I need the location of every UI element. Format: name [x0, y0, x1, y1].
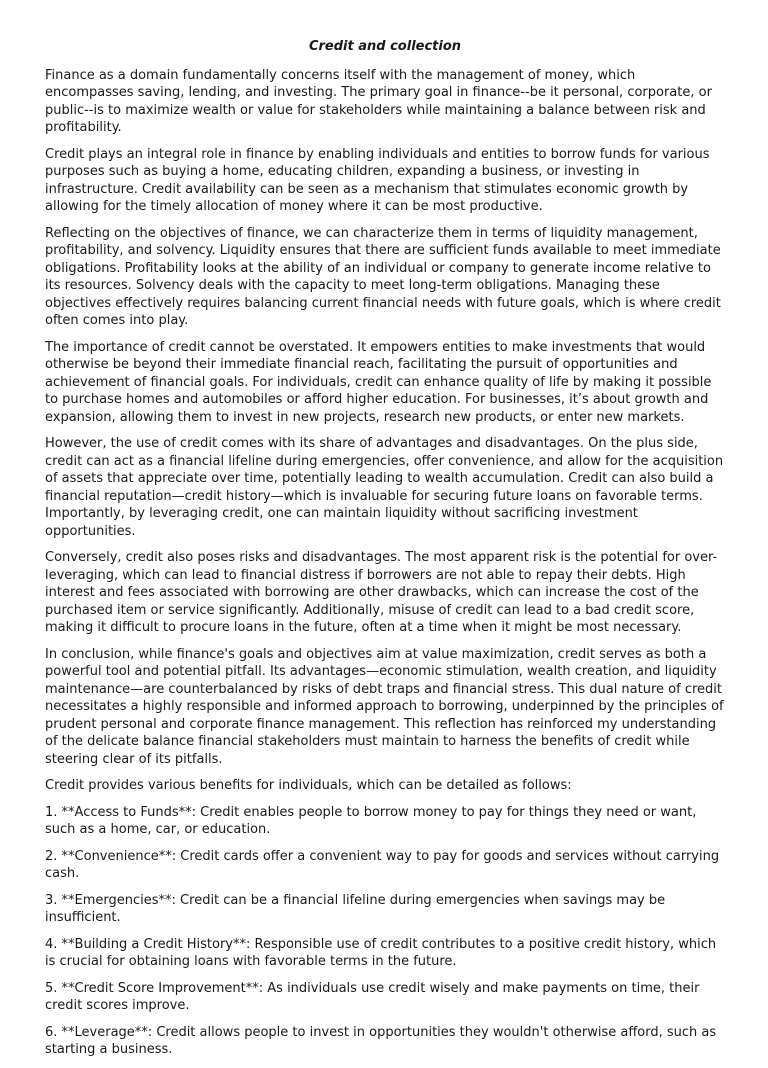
paragraph-credit-role: Credit plays an integral role in finance by enabling individuals and entities to borrow funds for various purposes such as buying a home, educating children, expanding a business, or investing in infrastructure. Credit availability can be seen as a mechanism that stimulates economic growth by allowing for the timely allocation of money where it can be most productive. — [45, 146, 710, 214]
list-item: 2. **Convenience**: Credit cards offer a convenient way to pay for goods and services without carrying cash. — [45, 848, 720, 881]
paragraph-credit-disadvantages: Conversely, credit also poses risks and disadvantages. The most apparent risk is the potential for over-leveraging, which can lead to financial distress if borrowers are not able to repay their debts. High interest and fees associated with borrowing are other drawbacks, which can increase the cost of the purchased item or service significantly. Additionally, misuse of credit can lead to a bad credit score, making it difficult to procure loans in the future, often at a time when it might be most necessary. — [45, 550, 718, 635]
document-title: Credit and collection — [308, 39, 462, 54]
list-item: 6. **Leverage**: Credit allows people to invest in opportunities they wouldn't otherwise afford, such as starting a business. — [45, 1024, 717, 1057]
paragraph-finance-domain: Finance as a domain fundamentally concerns itself with the management of money, which encompasses saving, lending, and investing. The primary goal in finance--be it personal, corporate, or public--is to maximize wealth or value for stakeholders while maintaining a balance between risk and profitability. — [45, 67, 712, 135]
paragraph-conclusion: In conclusion, while finance's goals and objectives aim at value maximization, credit serves as both a powerful tool and potential pitfall. Its advantages—economic stimulation, wealth creation, and liquidity maintenance—are counterbalanced by risks of debt traps and financial stress. This dual nature of credit necessitates a highly responsible and informed approach to borrowing, underpinned by the principles of prudent personal and corporate finance management. This reflection has reinforced my understanding of the delicate balance financial stakeholders must maintain to harness the benefits of credit while steering clear of its pitfalls. — [45, 646, 724, 767]
document-page — [45, 38, 725, 1068]
benefits-list — [45, 804, 725, 1059]
paragraph-credit-importance: The importance of credit cannot be overstated. It empowers entities to make investments that would otherwise be beyond their immediate financial reach, facilitating the pursuit of opportunities and achievement of financial goals. For individuals, credit can enhance quality of life by making it possible to purchase homes and automobiles or afford higher education. For businesses, it’s about growth and expansion, allowing them to invest in new projects, research new products, or enter new markets. — [45, 339, 712, 425]
list-item: 4. **Building a Credit History**: Responsible use of credit contributes to a positive credit history, which is crucial for obtaining loans with favorable terms in the future. — [45, 936, 717, 969]
list-item: 1. **Access to Funds**: Credit enables people to borrow money to pay for things they need or want, such as a home, car, or education. — [45, 804, 697, 837]
list-item: 5. **Credit Score Improvement**: As individuals use credit wisely and make payments on time, their credit scores improve. — [45, 980, 700, 1013]
list-item: 3. **Emergencies**: Credit can be a financial lifeline during emergencies when savings may be insufficient. — [45, 892, 666, 925]
paragraph-benefits-intro: Credit provides various benefits for individuals, which can be detailed as follows: — [45, 778, 572, 793]
paragraph-credit-advantages: However, the use of credit comes with its share of advantages and disadvantages. On the plus side, credit can act as a financial lifeline during emergencies, offer convenience, and allow for the acquisition of assets that appreciate over time, potentially leading to wealth accumulation. Credit can also build a financial reputation—credit history—which is invaluable for securing future loans on favorable terms. Importantly, by leveraging credit, one can maintain liquidity without sacrificing investment opportunities. — [45, 436, 724, 539]
paragraph-finance-objectives: Reflecting on the objectives of finance, we can characterize them in terms of liquidity management, profitability, and solvency. Liquidity ensures that there are sufficient funds available to meet immediate obligations. Profitability looks at the ability of an individual or company to generate income relative to its resources. Solvency deals with the capacity to meet long-term obligations. Managing these objectives effectively requires balancing current financial needs with future goals, which is where credit often comes into play. — [45, 225, 721, 328]
